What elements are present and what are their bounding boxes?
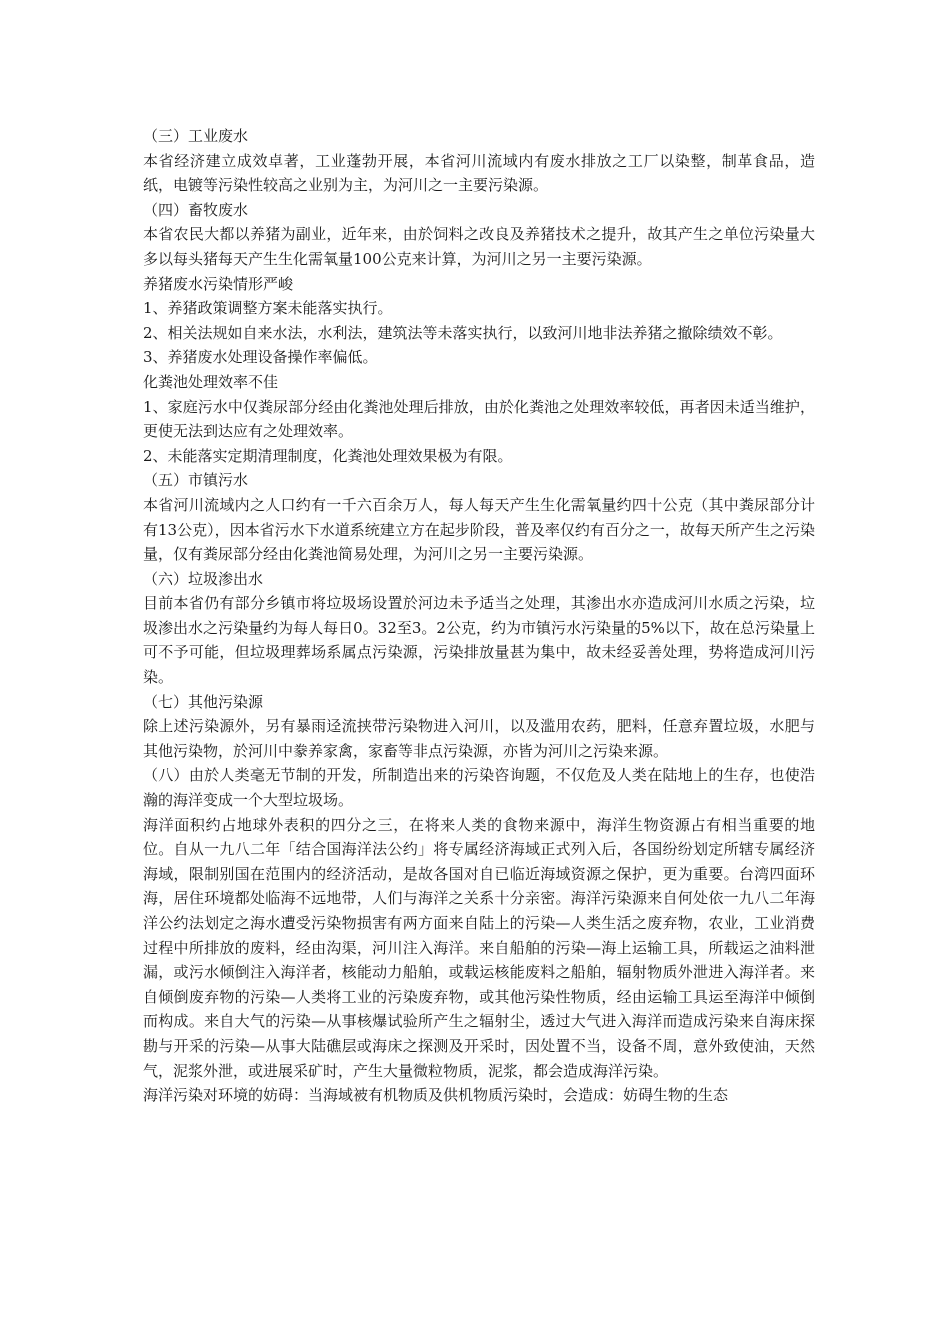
section-heading-livestock-wastewater: （四）畜牧废水	[143, 200, 249, 219]
list-item: 3、养猪废水处理设备操作率偏低。	[143, 348, 378, 367]
paragraph-section-eight: （八）由於人类毫无节制的开发，所制造出来的污染咨询题，不仅危及人类在陆地上的生存，也使浩瀚的海洋变成一个大型垃圾场。	[143, 766, 815, 810]
subheading-pig-wastewater: 养猪废水污染情形严峻	[143, 274, 294, 293]
paragraph-landfill-leachate: 目前本省仍有部分乡镇市将垃圾场设置於河边未予适当之处理，其渗出水亦造成河川水质之污染，垃圾渗出水之污染量约为每人每日0。32至3。2公克，约为市镇污水污染量的5%以下，故在总污染量上可不予可能，但垃圾理葬场系属点污染源，污染排放量甚为集中，故未经妥善处理，势将造成河川污染。	[143, 594, 815, 687]
section-heading-other-sources: （七）其他污染源	[143, 692, 264, 711]
paragraph-industrial-wastewater: 本省经济建立成效卓著，工业蓬勃开展，本省河川流域内有废水排放之工厂以染整，制革食品，造纸，电镀等污染性较高之业别为主，为河川之一主要污染源。	[143, 151, 815, 195]
document-body	[143, 124, 815, 1108]
paragraph-livestock-wastewater: 本省农民大都以养猪为副业，近年来，由於饲料之改良及养猪技术之提升，故其产生之单位污染量大多以每头猪每天产生生化需氧量100公克来计算，为河川之另一主要污染源。	[143, 225, 815, 268]
section-heading-industrial-wastewater: （三）工业废水	[143, 127, 249, 145]
section-heading-landfill-leachate: （六）垃圾渗出水	[143, 569, 264, 588]
paragraph-municipal-sewage: 本省河川流域内之人口约有一千六百余万人，每人每天产生生化需氧量约四十公克（其中粪尿部分计有13公克），因本省污水下水道系统建立方在起步阶段，普及率仅约有百分之一，故每天所产生之污染量，仅有粪尿部分经由化粪池简易处理，为河川之另一主要污染源。	[143, 495, 815, 564]
subheading-septic-tank: 化粪池处理效率不佳	[143, 372, 279, 391]
list-item: 2、相关法规如自来水法，水利法，建筑法等未落实执行，以致河川地非法养猪之撤除绩效不彰。	[143, 323, 783, 342]
paragraph-other-sources: 除上述污染源外，另有暴雨迳流挟带污染物进入河川，以及滥用农药，肥料，任意弃置垃圾，水肥与其他污染物，於河川中豢养家禽，家畜等非点污染源，亦皆为河川之污染来源。	[143, 717, 815, 760]
list-item: 1、家庭污水中仅粪尿部分经由化粪池处理后排放，由於化粪池之处理效率较低，再者因未适当维护，更使无法到达应有之处理效率。	[143, 397, 815, 441]
paragraph-ocean-impact: 海洋污染对环境的妨碍：当海域被有机物质及供机物质污染时，会造成：妨碍生物的生态	[143, 1086, 729, 1105]
paragraph-ocean-pollution: 海洋面积约占地球外表积的四分之三，在将来人类的食物来源中，海洋生物资源占有相当重要的地位。自从一九八二年「结合国海洋法公约」将专属经济海域正式列入后，各国纷纷划定所辖专属经济海域，限制别国在范围内的经济活动，是故各国对自已临近海域资源之保护，更为重要。台湾四面环海，居住环境都处临海不远地带，人们与海洋之关系十分亲密。海洋污染源来自何处依一九八二年海洋公约法划定之海水遭受污染物损害有两方面来自陆上的污染—人类生活之废弃物，农业，工业消费过程中所排放的废料，经由沟渠，河川注入海洋。来自船舶的污染—海上运输工具，所载运之油料泄漏，或污水倾倒注入海洋者，核能动力船舶，或载运核能废料之船舶，辐射物质外泄进入海洋者。来自倾倒废弃物的污染—人类将工业的污染废弃物，或其他污染性物质，经由运输工具运至海洋中倾倒而构成。来自大气的污染—从事核爆试验所产生之辐射尘，透过大气进入海洋而造成污染来自海床探勘与开采的污染—从事大陆礁层或海床之探测及开采时，因处置不当，设备不周，意外致使油，天然气，泥浆外泄，或进展采矿时，产生大量微粒物质，泥浆，都会造成海洋污染。	[143, 815, 815, 1080]
section-heading-municipal-sewage: （五）市镇污水	[143, 471, 249, 490]
list-item: 1、养猪政策调整方案未能落实执行。	[143, 299, 393, 318]
list-item: 2、未能落实定期清理制度，化粪池处理效果极为有限。	[143, 446, 513, 465]
